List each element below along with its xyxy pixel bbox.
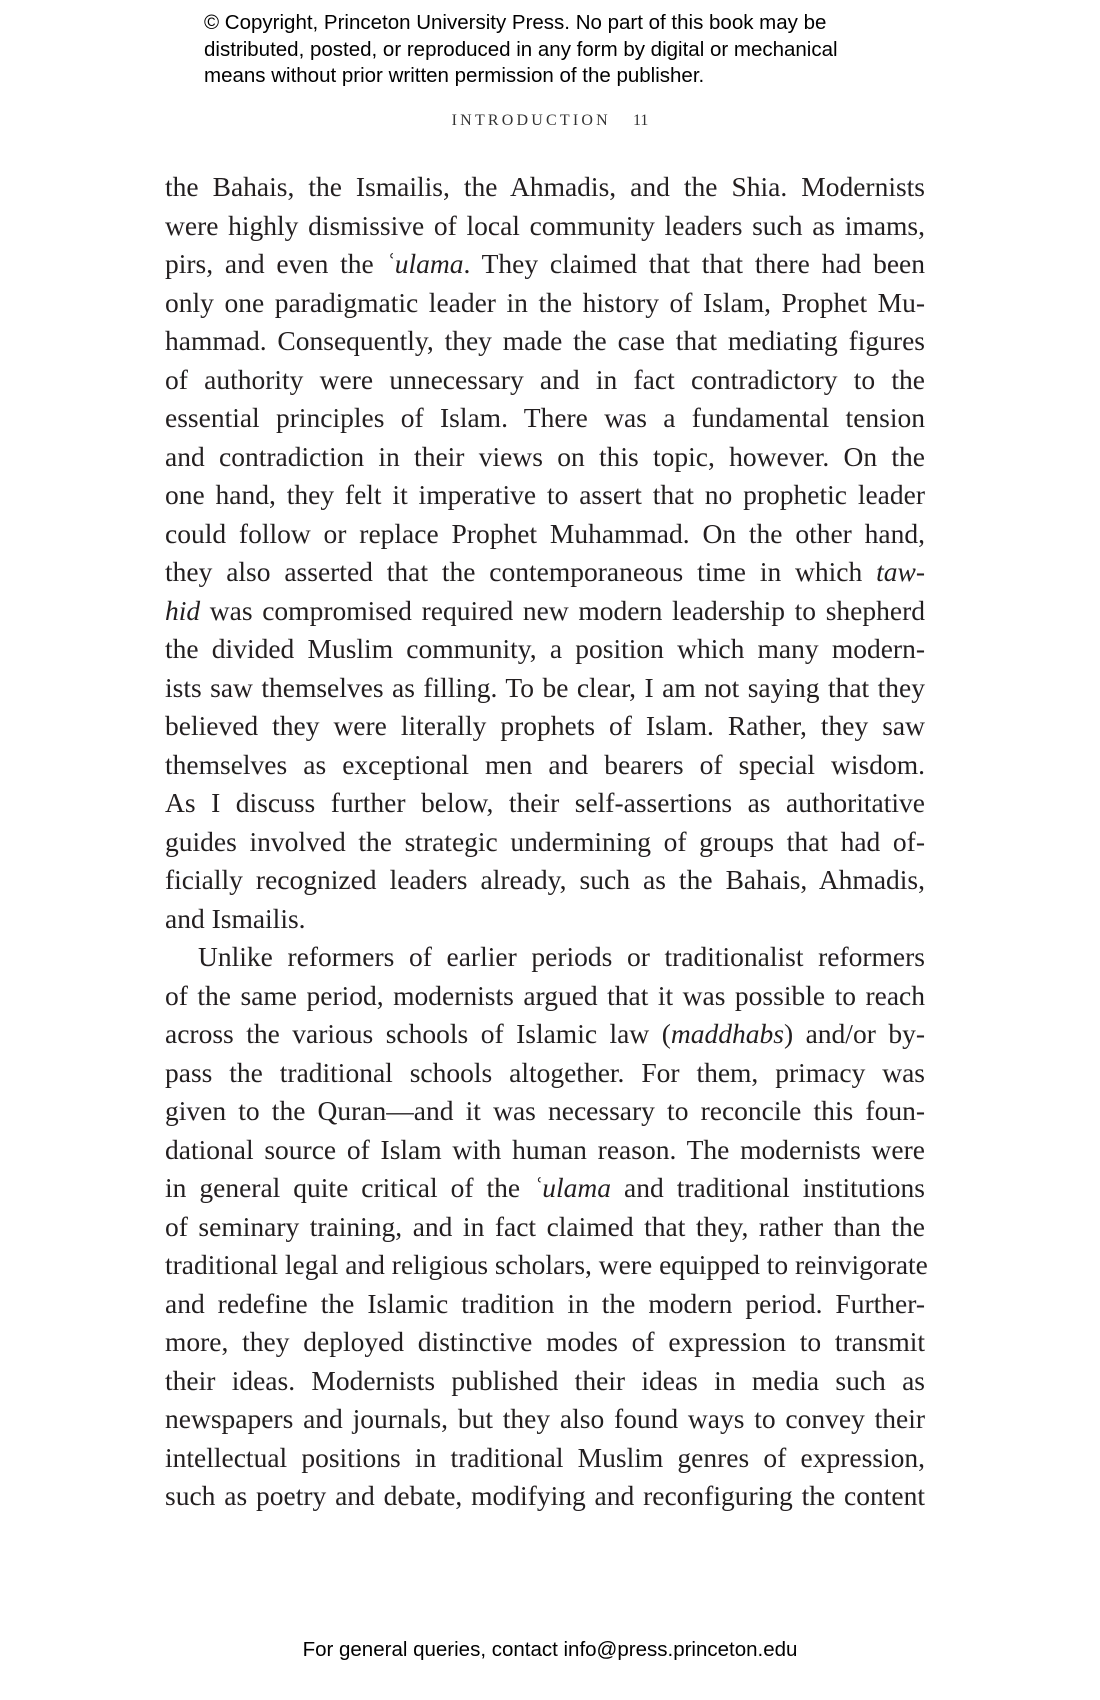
text-line	[165, 207, 925, 246]
text-segment: and redefine the Islamic tradition in the modern period. Further-	[165, 1287, 925, 1319]
text-segment: such as poetry and debate, modifying and reconfiguring the content	[165, 1480, 925, 1511]
text-segment: they also asserted that the contemporaneous time in which	[165, 556, 877, 587]
text-line	[165, 515, 925, 554]
text-line	[165, 361, 925, 400]
copyright-line: distributed, posted, or reproduced in any form by digital or mechanical	[204, 37, 838, 61]
text-segment: could follow or replace Prophet Muhammad. On the other hand,	[165, 517, 925, 549]
text-segment: . They claimed that that there had been	[463, 248, 925, 279]
footer-contact: For general queries, contact info@press.princeton.edu	[302, 1638, 798, 1661]
text-segment: themselves as exceptional men and bearers of special wisdom.	[165, 748, 925, 780]
text-segment: one hand, they felt it imperative to assert that no prophetic leader	[165, 479, 925, 510]
text-segment: of seminary training, and in fact claimed that they, rather than the	[165, 1210, 925, 1242]
text-segment: and Ismailis.	[165, 902, 306, 934]
text-line	[165, 1092, 925, 1131]
text-segment: of the same period, modernists argued that it was possible to reach	[165, 979, 925, 1011]
page-number: 11	[632, 112, 649, 129]
text-line	[165, 476, 925, 515]
text-line	[165, 746, 925, 785]
text-line	[165, 977, 925, 1016]
text-line	[165, 823, 925, 862]
running-head	[0, 112, 1100, 130]
text-segment: in general quite critical of the	[165, 1172, 534, 1203]
text-segment: As I discuss further below, their self-assertions as authoritative	[165, 787, 925, 818]
text-segment: pass the traditional schools altogether. For them, primacy was	[165, 1056, 925, 1088]
text-line	[165, 322, 925, 361]
text-segment: ) and/or by-	[783, 1018, 925, 1049]
text-line	[165, 784, 925, 823]
text-segment: and traditional institutions	[611, 1172, 925, 1203]
text-segment: and contradiction in their views on this topic, however. On the	[165, 440, 925, 472]
text-segment: given to the Quran—and it was necessary to reconcile this foun-	[165, 1095, 925, 1126]
text-line	[165, 1246, 928, 1285]
text-line	[165, 1015, 925, 1054]
text-line	[165, 1400, 925, 1439]
text-line	[165, 938, 925, 977]
text-segment: dational source of Islam with human reason. The modernists were	[165, 1133, 925, 1165]
text-segment: more, they deployed distinctive modes of expression to transmit	[165, 1326, 925, 1357]
text-line	[165, 1054, 925, 1093]
text-line	[165, 1323, 925, 1362]
text-line	[165, 707, 925, 746]
italic-term: ʿulama	[533, 1172, 612, 1203]
text-line	[165, 168, 925, 207]
text-line	[165, 1477, 925, 1516]
text-line	[165, 592, 925, 631]
text-segment: the divided Muslim community, a position which many modern-	[165, 633, 925, 664]
text-segment: pirs, and even the	[165, 248, 386, 279]
text-segment: believed they were literally prophets of Islam. Rather, they saw	[165, 710, 925, 741]
copyright-line: © Copyright, Princeton University Press. No part of this book may be	[204, 11, 827, 34]
text-segment: were highly dismissive of local community leaders such as imams,	[165, 209, 925, 241]
text-line	[165, 1285, 925, 1324]
text-line	[165, 900, 925, 939]
text-line	[165, 284, 925, 323]
copyright-notice	[204, 10, 924, 90]
text-line	[165, 630, 925, 669]
text-line	[165, 438, 925, 477]
text-line	[165, 245, 925, 284]
text-segment: traditional legal and religious scholars, were equipped to reinvigorate	[165, 1249, 928, 1280]
text-line	[165, 1169, 925, 1208]
text-segment: guides involved the strategic undermining of groups that had of-	[165, 825, 925, 857]
body-text	[165, 168, 928, 1516]
copyright-line: means without prior written permission of the publisher.	[204, 64, 705, 87]
text-line	[165, 669, 925, 708]
italic-term: maddhabs	[670, 1018, 784, 1049]
text-segment: across the various schools of Islamic law (	[165, 1018, 671, 1049]
italic-term: hid	[165, 594, 201, 626]
text-segment: newspapers and journals, but they also found ways to convey their	[165, 1403, 925, 1434]
text-line	[165, 861, 925, 900]
text-line	[165, 399, 925, 438]
text-segment: the Bahais, the Ismailis, the Ahmadis, and the Shia. Modernists	[165, 171, 925, 202]
text-line	[165, 1439, 925, 1478]
text-segment: only one paradigmatic leader in the history of Islam, Prophet Mu-	[165, 286, 925, 318]
text-line	[165, 553, 925, 592]
text-line	[165, 1208, 925, 1247]
text-segment: intellectual positions in traditional Muslim genres of expression,	[165, 1441, 925, 1473]
text-segment: hammad. Consequently, they made the case that mediating figures	[165, 325, 925, 356]
text-segment: their ideas. Modernists published their ideas in media such as	[165, 1364, 925, 1396]
text-line	[165, 1131, 925, 1170]
text-segment: of authority were unnecessary and in fact contradictory to the	[165, 363, 925, 395]
text-segment: ficially recognized leaders already, such as the Bahais, Ahmadis,	[165, 864, 925, 895]
text-line	[165, 1362, 925, 1401]
text-segment: Unlike reformers of earlier periods or traditionalist reformers	[198, 941, 925, 972]
running-head-title: INTRODUCTION	[451, 112, 611, 129]
italic-term: taw-	[876, 556, 925, 587]
text-segment: ists saw themselves as filling. To be clear, I am not saying that they	[165, 671, 925, 703]
italic-term: ʿulama	[385, 248, 464, 279]
text-segment: was compromised required new modern leadership to shepherd	[200, 594, 925, 626]
text-segment: essential principles of Islam. There was a fundamental tension	[165, 402, 925, 433]
